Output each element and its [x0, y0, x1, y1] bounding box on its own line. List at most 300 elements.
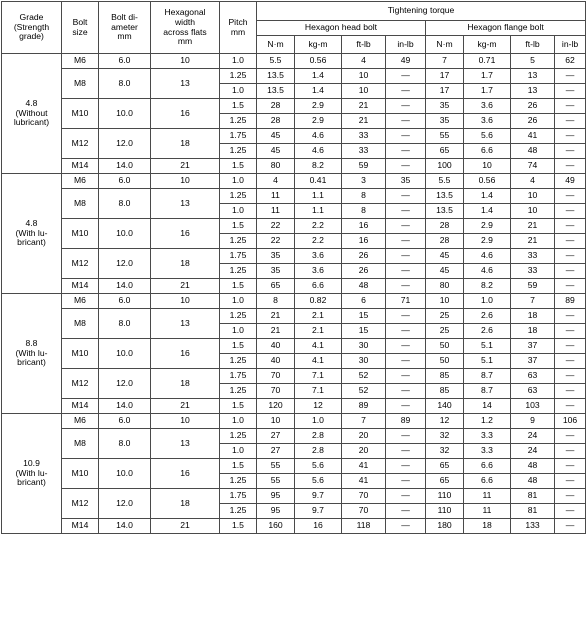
head-inlb-cell: —	[386, 114, 426, 129]
head-nm-cell: 95	[257, 489, 295, 504]
head-kgm-cell: 1.0	[295, 414, 342, 429]
flange-ftlb-cell: 81	[511, 504, 555, 519]
flange-ftlb-cell: 74	[511, 159, 555, 174]
bolt-diameter-header: Bolt di- ameter mm	[99, 2, 151, 54]
bolt-size-cell: M6	[62, 174, 99, 189]
flange-inlb-cell: 62	[555, 54, 586, 69]
pitch-cell: 1.5	[220, 339, 257, 354]
head-ftlb-cell: 41	[342, 459, 386, 474]
bolt-diameter-cell: 10.0	[99, 459, 151, 489]
bolt-diameter-cell: 6.0	[99, 54, 151, 69]
flange-ftlb-cell: 24	[511, 429, 555, 444]
head-inlb-cell: —	[386, 219, 426, 234]
flange-kgm-cell: 6.6	[464, 459, 511, 474]
pitch-cell: 1.75	[220, 369, 257, 384]
head-nm-cell: 11	[257, 189, 295, 204]
flange-inlb-cell: —	[555, 189, 586, 204]
hexagon-flange-bolt-header: Hexagon flange bolt	[426, 21, 586, 36]
unit-header: ft-lb	[511, 36, 555, 54]
flange-kgm-cell: 18	[464, 519, 511, 534]
flange-ftlb-cell: 81	[511, 489, 555, 504]
hexagon-head-bolt-header: Hexagon head bolt	[257, 21, 426, 36]
flange-ftlb-cell: 48	[511, 459, 555, 474]
bolt-diameter-cell: 8.0	[99, 309, 151, 339]
unit-header: in-lb	[555, 36, 586, 54]
tightening-torque-table	[1, 1, 586, 534]
pitch-cell: 1.5	[220, 279, 257, 294]
flange-nm-cell: 10	[426, 294, 464, 309]
head-inlb-cell: —	[386, 384, 426, 399]
head-kgm-cell: 5.6	[295, 459, 342, 474]
head-nm-cell: 120	[257, 399, 295, 414]
flange-nm-cell: 65	[426, 459, 464, 474]
pitch-cell: 1.75	[220, 249, 257, 264]
pitch-cell: 1.25	[220, 69, 257, 84]
head-inlb-cell: —	[386, 84, 426, 99]
head-nm-cell: 160	[257, 519, 295, 534]
pitch-cell: 1.0	[220, 174, 257, 189]
flange-ftlb-cell: 48	[511, 144, 555, 159]
flange-kgm-cell: 5.6	[464, 129, 511, 144]
hex-width-cell: 13	[151, 69, 220, 99]
flange-inlb-cell: —	[555, 279, 586, 294]
head-ftlb-cell: 6	[342, 294, 386, 309]
flange-kgm-cell: 8.7	[464, 384, 511, 399]
flange-inlb-cell: —	[555, 159, 586, 174]
bolt-diameter-cell: 6.0	[99, 414, 151, 429]
unit-header: in-lb	[386, 36, 426, 54]
hex-width-cell: 10	[151, 174, 220, 189]
flange-ftlb-cell: 13	[511, 84, 555, 99]
unit-header: N·m	[257, 36, 295, 54]
flange-nm-cell: 25	[426, 309, 464, 324]
head-nm-cell: 28	[257, 114, 295, 129]
flange-kgm-cell: 2.6	[464, 324, 511, 339]
head-inlb-cell: —	[386, 354, 426, 369]
table-row	[2, 459, 586, 474]
table-row	[2, 429, 586, 444]
bolt-diameter-cell: 8.0	[99, 429, 151, 459]
head-nm-cell: 95	[257, 504, 295, 519]
bolt-diameter-cell: 12.0	[99, 129, 151, 159]
flange-ftlb-cell: 9	[511, 414, 555, 429]
flange-ftlb-cell: 37	[511, 354, 555, 369]
head-inlb-cell: —	[386, 444, 426, 459]
pitch-cell: 1.0	[220, 324, 257, 339]
head-kgm-cell: 7.1	[295, 384, 342, 399]
head-ftlb-cell: 3	[342, 174, 386, 189]
head-inlb-cell: —	[386, 279, 426, 294]
hex-width-header: Hexagonal width across flats mm	[151, 2, 220, 54]
hex-width-cell: 21	[151, 519, 220, 534]
head-kgm-cell: 1.4	[295, 69, 342, 84]
flange-nm-cell: 13.5	[426, 189, 464, 204]
head-ftlb-cell: 21	[342, 114, 386, 129]
flange-ftlb-cell: 21	[511, 219, 555, 234]
flange-ftlb-cell: 10	[511, 204, 555, 219]
pitch-cell: 1.0	[220, 54, 257, 69]
bolt-diameter-cell: 14.0	[99, 399, 151, 414]
bolt-size-cell: M12	[62, 129, 99, 159]
head-inlb-cell: —	[386, 399, 426, 414]
flange-inlb-cell: —	[555, 204, 586, 219]
flange-inlb-cell: —	[555, 519, 586, 534]
head-inlb-cell: —	[386, 459, 426, 474]
flange-kgm-cell: 3.6	[464, 114, 511, 129]
table-row	[2, 519, 586, 534]
bolt-diameter-cell: 12.0	[99, 249, 151, 279]
flange-nm-cell: 5.5	[426, 174, 464, 189]
flange-ftlb-cell: 26	[511, 99, 555, 114]
bolt-diameter-cell: 14.0	[99, 279, 151, 294]
flange-nm-cell: 65	[426, 474, 464, 489]
head-nm-cell: 21	[257, 324, 295, 339]
head-nm-cell: 40	[257, 354, 295, 369]
flange-ftlb-cell: 24	[511, 444, 555, 459]
head-ftlb-cell: 118	[342, 519, 386, 534]
hex-width-cell: 16	[151, 219, 220, 249]
head-nm-cell: 28	[257, 99, 295, 114]
flange-ftlb-cell: 4	[511, 174, 555, 189]
head-nm-cell: 55	[257, 474, 295, 489]
flange-kgm-cell: 10	[464, 159, 511, 174]
head-inlb-cell: 35	[386, 174, 426, 189]
flange-kgm-cell: 2.9	[464, 234, 511, 249]
head-inlb-cell: —	[386, 339, 426, 354]
bolt-diameter-cell: 10.0	[99, 99, 151, 129]
flange-nm-cell: 110	[426, 504, 464, 519]
bolt-size-cell: M14	[62, 519, 99, 534]
head-ftlb-cell: 52	[342, 384, 386, 399]
flange-nm-cell: 25	[426, 324, 464, 339]
flange-ftlb-cell: 21	[511, 234, 555, 249]
pitch-cell: 1.25	[220, 264, 257, 279]
flange-inlb-cell: —	[555, 69, 586, 84]
head-nm-cell: 45	[257, 129, 295, 144]
head-kgm-cell: 4.6	[295, 144, 342, 159]
head-kgm-cell: 4.1	[295, 339, 342, 354]
bolt-size-cell: M6	[62, 294, 99, 309]
bolt-size-cell: M8	[62, 69, 99, 99]
head-nm-cell: 13.5	[257, 84, 295, 99]
flange-ftlb-cell: 33	[511, 264, 555, 279]
head-ftlb-cell: 59	[342, 159, 386, 174]
head-nm-cell: 45	[257, 144, 295, 159]
head-nm-cell: 10	[257, 414, 295, 429]
head-inlb-cell: —	[386, 99, 426, 114]
flange-nm-cell: 110	[426, 489, 464, 504]
head-inlb-cell: —	[386, 489, 426, 504]
flange-ftlb-cell: 18	[511, 324, 555, 339]
head-inlb-cell: —	[386, 144, 426, 159]
head-nm-cell: 5.5	[257, 54, 295, 69]
bolt-size-cell: M14	[62, 159, 99, 174]
flange-nm-cell: 140	[426, 399, 464, 414]
bolt-size-cell: M12	[62, 249, 99, 279]
pitch-header: Pitch mm	[220, 2, 257, 54]
flange-inlb-cell: —	[555, 459, 586, 474]
flange-kgm-cell: 11	[464, 489, 511, 504]
flange-kgm-cell: 6.6	[464, 144, 511, 159]
pitch-cell: 1.25	[220, 234, 257, 249]
flange-ftlb-cell: 26	[511, 114, 555, 129]
head-nm-cell: 11	[257, 204, 295, 219]
table-row	[2, 69, 586, 84]
bolt-size-cell: M8	[62, 429, 99, 459]
pitch-cell: 1.5	[220, 459, 257, 474]
head-inlb-cell: —	[386, 159, 426, 174]
flange-inlb-cell: —	[555, 384, 586, 399]
bolt-size-cell: M10	[62, 219, 99, 249]
table-row	[2, 54, 586, 69]
head-nm-cell: 70	[257, 384, 295, 399]
bolt-size-cell: M12	[62, 489, 99, 519]
unit-header: ft-lb	[342, 36, 386, 54]
head-inlb-cell: —	[386, 324, 426, 339]
flange-ftlb-cell: 41	[511, 129, 555, 144]
flange-inlb-cell: —	[555, 504, 586, 519]
hex-width-cell: 16	[151, 99, 220, 129]
hex-width-cell: 18	[151, 249, 220, 279]
bolt-size-cell: M10	[62, 99, 99, 129]
flange-kgm-cell: 3.3	[464, 429, 511, 444]
tightening-torque-header: Tightening torque	[257, 2, 586, 21]
pitch-cell: 1.75	[220, 129, 257, 144]
flange-inlb-cell: —	[555, 264, 586, 279]
table-row	[2, 309, 586, 324]
flange-nm-cell: 35	[426, 114, 464, 129]
table-row	[2, 279, 586, 294]
flange-ftlb-cell: 13	[511, 69, 555, 84]
flange-nm-cell: 45	[426, 264, 464, 279]
flange-ftlb-cell: 5	[511, 54, 555, 69]
hex-width-cell: 18	[151, 129, 220, 159]
head-inlb-cell: —	[386, 234, 426, 249]
pitch-cell: 1.0	[220, 294, 257, 309]
table-row	[2, 489, 586, 504]
pitch-cell: 1.5	[220, 519, 257, 534]
table-row	[2, 369, 586, 384]
flange-nm-cell: 100	[426, 159, 464, 174]
bolt-size-cell: M10	[62, 339, 99, 369]
head-inlb-cell: —	[386, 309, 426, 324]
table-row	[2, 399, 586, 414]
pitch-cell: 1.25	[220, 504, 257, 519]
flange-kgm-cell: 4.6	[464, 264, 511, 279]
head-inlb-cell: —	[386, 249, 426, 264]
flange-nm-cell: 85	[426, 369, 464, 384]
pitch-cell: 1.25	[220, 384, 257, 399]
flange-nm-cell: 55	[426, 129, 464, 144]
head-kgm-cell: 1.1	[295, 204, 342, 219]
head-ftlb-cell: 16	[342, 234, 386, 249]
hex-width-cell: 21	[151, 279, 220, 294]
grade-cell: 10.9 (With lu- bricant)	[2, 414, 62, 534]
flange-inlb-cell: 106	[555, 414, 586, 429]
bolt-size-header: Bolt size	[62, 2, 99, 54]
flange-nm-cell: 45	[426, 249, 464, 264]
head-inlb-cell: —	[386, 129, 426, 144]
head-inlb-cell: —	[386, 69, 426, 84]
head-kgm-cell: 2.1	[295, 324, 342, 339]
pitch-cell: 1.0	[220, 204, 257, 219]
flange-ftlb-cell: 33	[511, 249, 555, 264]
head-nm-cell: 27	[257, 444, 295, 459]
head-kgm-cell: 4.6	[295, 129, 342, 144]
flange-inlb-cell: —	[555, 309, 586, 324]
pitch-cell: 1.25	[220, 474, 257, 489]
hex-width-cell: 13	[151, 309, 220, 339]
flange-inlb-cell: —	[555, 129, 586, 144]
flange-kgm-cell: 5.1	[464, 354, 511, 369]
head-ftlb-cell: 48	[342, 279, 386, 294]
hex-width-cell: 10	[151, 414, 220, 429]
flange-nm-cell: 28	[426, 219, 464, 234]
hex-width-cell: 21	[151, 399, 220, 414]
unit-header: N·m	[426, 36, 464, 54]
pitch-cell: 1.5	[220, 159, 257, 174]
head-ftlb-cell: 70	[342, 504, 386, 519]
flange-kgm-cell: 3.3	[464, 444, 511, 459]
flange-nm-cell: 180	[426, 519, 464, 534]
table-row	[2, 219, 586, 234]
head-nm-cell: 4	[257, 174, 295, 189]
head-ftlb-cell: 70	[342, 489, 386, 504]
bolt-diameter-cell: 12.0	[99, 489, 151, 519]
flange-kgm-cell: 1.2	[464, 414, 511, 429]
head-nm-cell: 22	[257, 219, 295, 234]
table-row	[2, 414, 586, 429]
head-nm-cell: 65	[257, 279, 295, 294]
head-inlb-cell: 71	[386, 294, 426, 309]
bolt-size-cell: M12	[62, 369, 99, 399]
head-kgm-cell: 2.9	[295, 99, 342, 114]
head-kgm-cell: 9.7	[295, 489, 342, 504]
flange-kgm-cell: 1.4	[464, 204, 511, 219]
bolt-size-cell: M8	[62, 309, 99, 339]
flange-inlb-cell: —	[555, 489, 586, 504]
flange-nm-cell: 50	[426, 354, 464, 369]
pitch-cell: 1.0	[220, 414, 257, 429]
flange-inlb-cell: —	[555, 144, 586, 159]
flange-kgm-cell: 2.9	[464, 219, 511, 234]
flange-nm-cell: 50	[426, 339, 464, 354]
flange-inlb-cell: —	[555, 84, 586, 99]
flange-kgm-cell: 1.7	[464, 69, 511, 84]
flange-kgm-cell: 2.6	[464, 309, 511, 324]
head-ftlb-cell: 21	[342, 99, 386, 114]
hex-width-cell: 10	[151, 54, 220, 69]
flange-inlb-cell: —	[555, 324, 586, 339]
flange-kgm-cell: 1.0	[464, 294, 511, 309]
head-kgm-cell: 2.8	[295, 444, 342, 459]
head-kgm-cell: 4.1	[295, 354, 342, 369]
head-inlb-cell: —	[386, 369, 426, 384]
flange-kgm-cell: 11	[464, 504, 511, 519]
head-ftlb-cell: 8	[342, 204, 386, 219]
flange-inlb-cell: —	[555, 219, 586, 234]
pitch-cell: 1.0	[220, 444, 257, 459]
flange-inlb-cell: —	[555, 234, 586, 249]
head-inlb-cell: 89	[386, 414, 426, 429]
bolt-diameter-cell: 8.0	[99, 69, 151, 99]
head-kgm-cell: 2.9	[295, 114, 342, 129]
hex-width-cell: 18	[151, 369, 220, 399]
table-row	[2, 99, 586, 114]
bolt-diameter-cell: 6.0	[99, 294, 151, 309]
head-inlb-cell: —	[386, 504, 426, 519]
head-ftlb-cell: 33	[342, 129, 386, 144]
head-ftlb-cell: 10	[342, 84, 386, 99]
head-inlb-cell: 49	[386, 54, 426, 69]
table-row	[2, 339, 586, 354]
head-kgm-cell: 0.82	[295, 294, 342, 309]
head-nm-cell: 70	[257, 369, 295, 384]
head-inlb-cell: —	[386, 189, 426, 204]
table-row	[2, 249, 586, 264]
table-row	[2, 174, 586, 189]
bolt-diameter-cell: 8.0	[99, 189, 151, 219]
flange-ftlb-cell: 103	[511, 399, 555, 414]
flange-inlb-cell: —	[555, 444, 586, 459]
grade-cell: 4.8 (With lu- bricant)	[2, 174, 62, 294]
table-row	[2, 129, 586, 144]
hex-width-cell: 16	[151, 339, 220, 369]
flange-ftlb-cell: 37	[511, 339, 555, 354]
head-kgm-cell: 12	[295, 399, 342, 414]
flange-inlb-cell: —	[555, 399, 586, 414]
head-kgm-cell: 0.41	[295, 174, 342, 189]
flange-ftlb-cell: 63	[511, 369, 555, 384]
table-body	[2, 54, 586, 534]
hex-width-cell: 10	[151, 294, 220, 309]
bolt-diameter-cell: 6.0	[99, 174, 151, 189]
head-kgm-cell: 1.1	[295, 189, 342, 204]
head-nm-cell: 22	[257, 234, 295, 249]
pitch-cell: 1.75	[220, 489, 257, 504]
flange-nm-cell: 35	[426, 99, 464, 114]
table-row	[2, 159, 586, 174]
flange-nm-cell: 65	[426, 144, 464, 159]
flange-kgm-cell: 6.6	[464, 474, 511, 489]
pitch-cell: 1.5	[220, 99, 257, 114]
unit-header: kg-m	[464, 36, 511, 54]
pitch-cell: 1.5	[220, 399, 257, 414]
hex-width-cell: 18	[151, 489, 220, 519]
head-kgm-cell: 3.6	[295, 264, 342, 279]
head-ftlb-cell: 20	[342, 444, 386, 459]
head-kgm-cell: 16	[295, 519, 342, 534]
flange-nm-cell: 32	[426, 444, 464, 459]
head-ftlb-cell: 16	[342, 219, 386, 234]
flange-nm-cell: 80	[426, 279, 464, 294]
head-ftlb-cell: 52	[342, 369, 386, 384]
head-ftlb-cell: 15	[342, 309, 386, 324]
flange-ftlb-cell: 7	[511, 294, 555, 309]
flange-kgm-cell: 1.4	[464, 189, 511, 204]
bolt-size-cell: M14	[62, 279, 99, 294]
head-kgm-cell: 7.1	[295, 369, 342, 384]
hex-width-cell: 21	[151, 159, 220, 174]
head-inlb-cell: —	[386, 264, 426, 279]
head-ftlb-cell: 15	[342, 324, 386, 339]
pitch-cell: 1.25	[220, 114, 257, 129]
flange-inlb-cell: —	[555, 474, 586, 489]
grade-header: Grade (Strength grade)	[2, 2, 62, 54]
head-ftlb-cell: 41	[342, 474, 386, 489]
flange-nm-cell: 12	[426, 414, 464, 429]
flange-kgm-cell: 3.6	[464, 99, 511, 114]
